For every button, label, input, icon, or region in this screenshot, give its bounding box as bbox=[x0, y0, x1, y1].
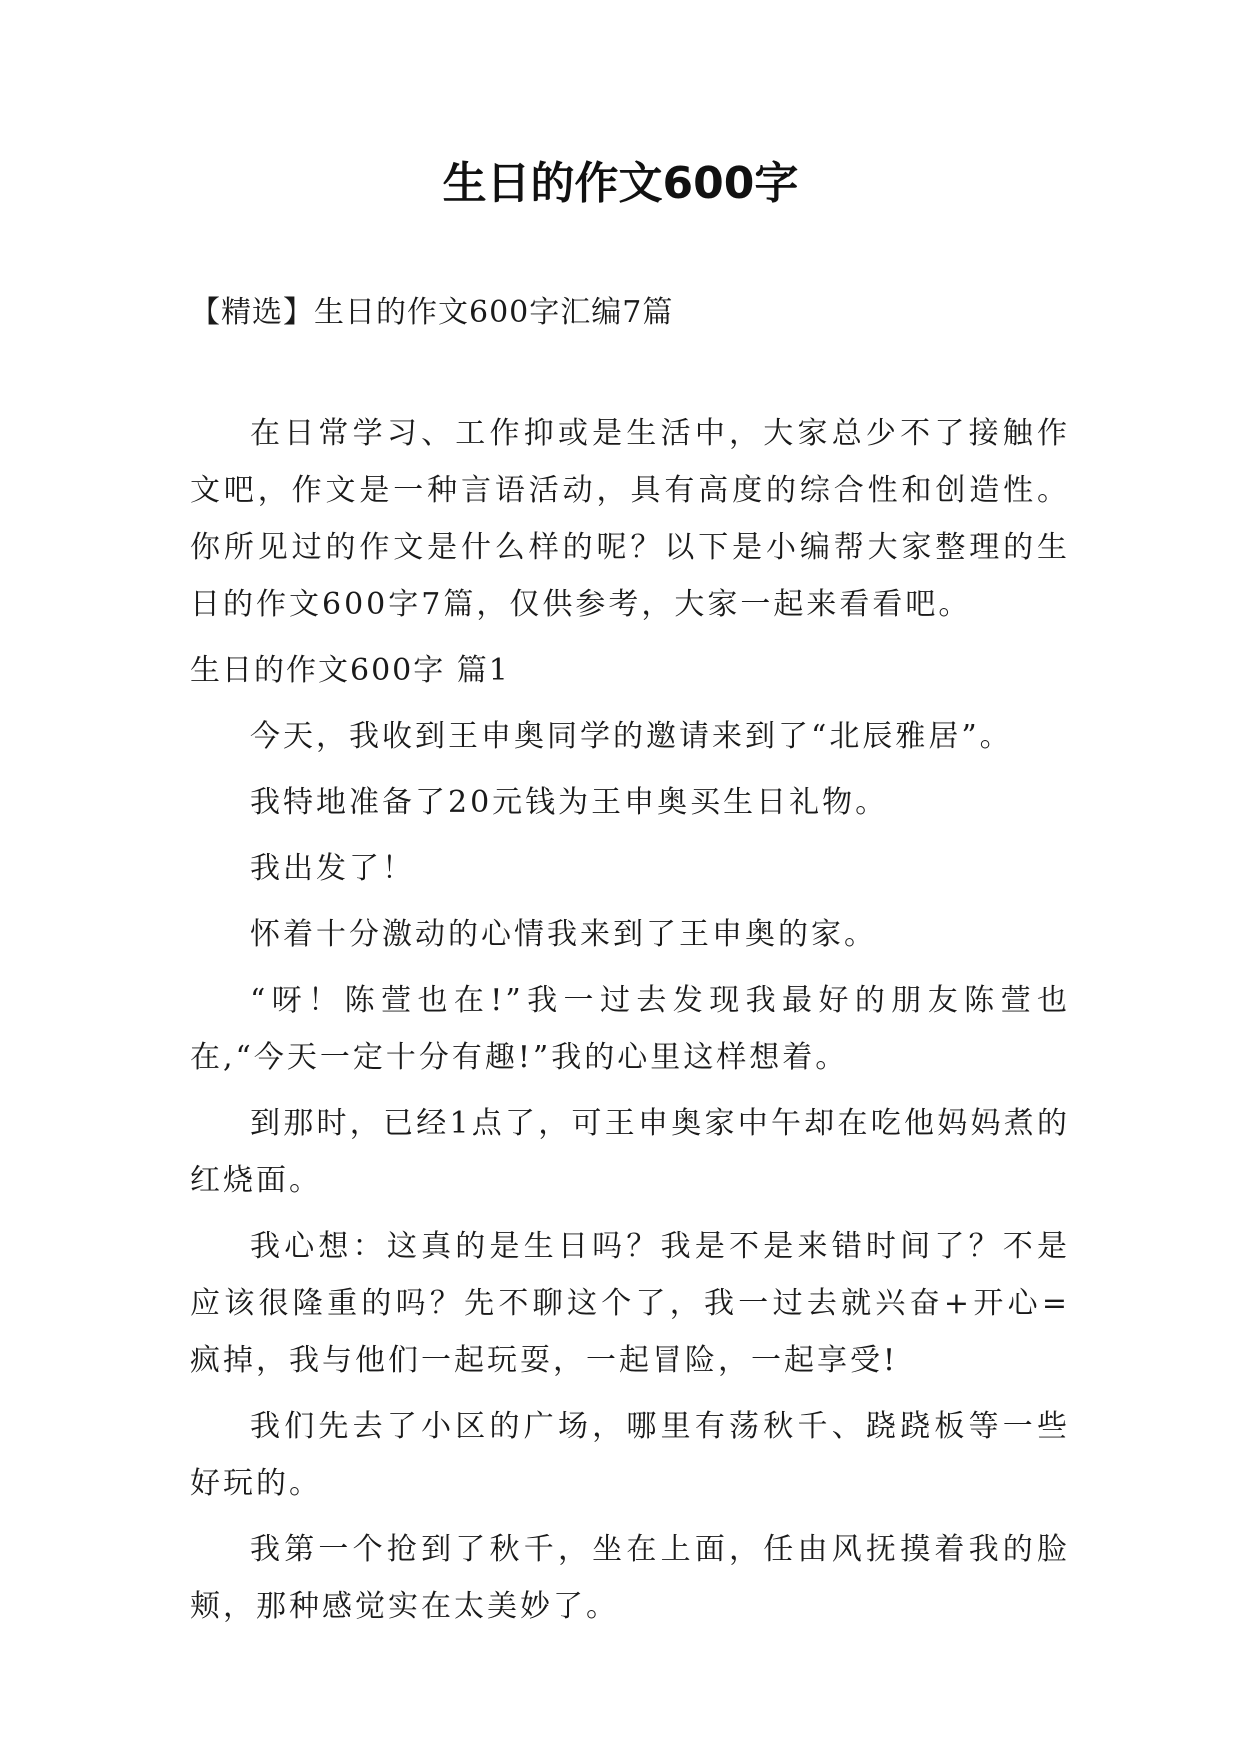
body-paragraph: “呀！陈萱也在!”我一过去发现我最好的朋友陈萱也在,“今天一定十分有趣!”我的心里这样想着。 bbox=[190, 983, 1070, 1075]
body-paragraph: 我第一个抢到了秋千，坐在上面，任由风抚摸着我的脸颊，那种感觉实在太美妙了。 bbox=[190, 1532, 1070, 1624]
body-paragraph: 怀着十分激动的心情我来到了王申奥的家。 bbox=[250, 917, 877, 952]
section-heading: 生日的作文600字 篇1 bbox=[190, 653, 510, 688]
body-paragraph: 今天，我收到王申奥同学的邀请来到了“北辰雅居”。 bbox=[250, 719, 1013, 754]
document-body bbox=[190, 405, 1070, 1644]
document-title: 生日的作文600字 bbox=[442, 158, 799, 209]
body-paragraph: 我们先去了小区的广场，哪里有荡秋千、跷跷板等一些好玩的。 bbox=[190, 1409, 1070, 1501]
intro-paragraph: 在日常学习、工作抑或是生活中，大家总少不了接触作文吧，作文是一种言语活动，具有高度的综合性和创造性。你所见过的作文是什么样的呢？以下是小编帮大家整理的生日的作文600字7篇，仅供参考，大家一起来看看吧。 bbox=[190, 416, 1070, 622]
body-paragraph: 到那时，已经1点了，可王申奥家中午却在吃他妈妈煮的红烧面。 bbox=[190, 1106, 1070, 1198]
body-paragraph: 我心想：这真的是生日吗？我是不是来错时间了？不是应该很隆重的吗？先不聊这个了，我一过去就兴奋+开心=疯掉，我与他们一起玩耍，一起冒险，一起享受! bbox=[190, 1229, 1070, 1378]
document-subtitle: 【精选】生日的作文600字汇编7篇 bbox=[190, 295, 674, 330]
body-paragraph: 我特地准备了20元钱为王申奥买生日礼物。 bbox=[250, 785, 889, 820]
body-paragraph: 我出发了！ bbox=[250, 851, 415, 886]
